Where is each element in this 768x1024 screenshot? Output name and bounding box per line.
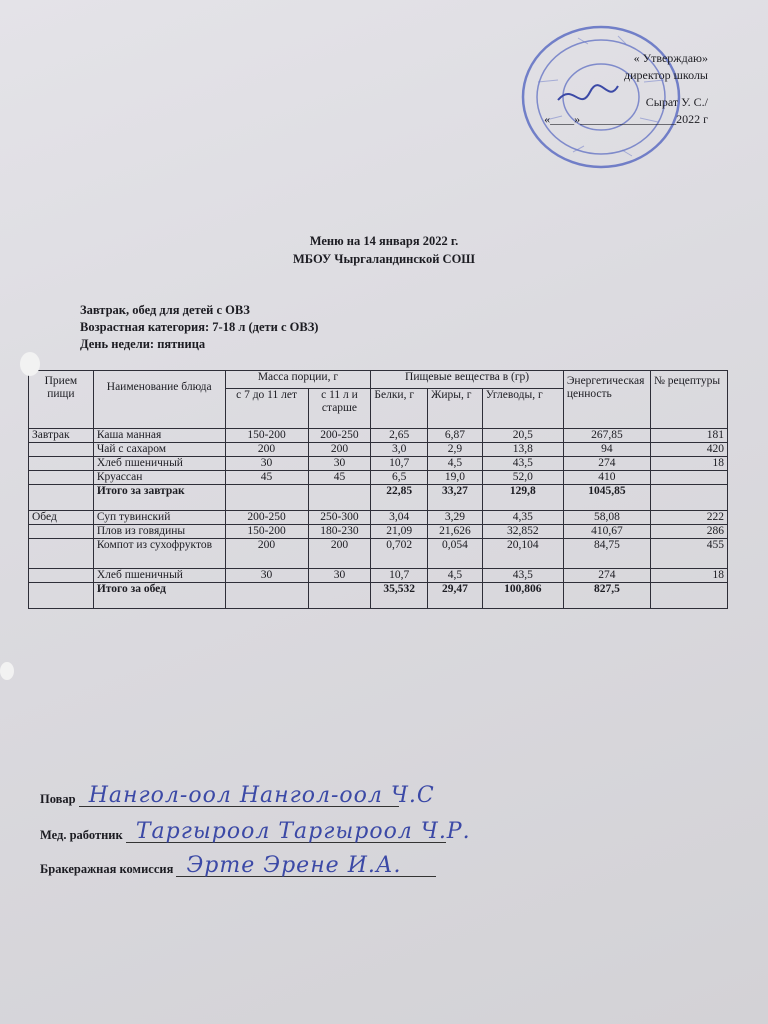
table-row	[29, 429, 728, 443]
row-meal	[29, 539, 94, 569]
row-recipe	[650, 471, 727, 485]
row-dish: Круассан	[93, 471, 225, 485]
row-carbs: 129,8	[482, 485, 563, 511]
row-energy: 94	[563, 443, 650, 457]
row-meal	[29, 569, 94, 583]
medic-signature-line	[126, 819, 471, 844]
menu-title	[0, 232, 768, 268]
row-meal	[29, 443, 94, 457]
commission-signature: Эрте Эрене И.А.	[186, 853, 402, 878]
row-mass-a: 200	[225, 443, 308, 457]
signature-medic	[40, 819, 471, 844]
header-mass-b: с 11 л и старше	[308, 389, 371, 429]
row-protein: 35,532	[371, 583, 428, 609]
header-mass: Масса порции, г	[225, 371, 371, 389]
table-total-row	[29, 485, 728, 511]
header-dish: Наименование блюда	[93, 371, 225, 429]
commission-label: Бракеражная комиссия	[40, 862, 174, 876]
row-mass-a	[225, 485, 308, 511]
row-energy: 410	[563, 471, 650, 485]
row-fat: 4,5	[428, 457, 483, 471]
punch-hole-top	[20, 352, 40, 376]
menu-table	[28, 370, 728, 609]
row-protein: 3,0	[371, 443, 428, 457]
row-dish: Компот из сухофруктов	[93, 539, 225, 569]
row-meal	[29, 525, 94, 539]
row-fat: 6,87	[428, 429, 483, 443]
signature-cook	[40, 783, 435, 808]
row-meal: Обед	[29, 511, 94, 525]
row-carbs: 43,5	[482, 569, 563, 583]
row-dish: Хлеб пшеничный	[93, 569, 225, 583]
cook-signature: Нангол-оол Нангол-оол Ч.С	[88, 783, 435, 808]
row-mass-b: 200-250	[308, 429, 371, 443]
weekday: День недели: пятница	[80, 337, 206, 351]
row-carbs: 4,35	[482, 511, 563, 525]
row-mass-a	[225, 583, 308, 609]
header-meal: Прием пищи	[29, 371, 94, 429]
row-mass-a: 45	[225, 471, 308, 485]
row-protein: 22,85	[371, 485, 428, 511]
signature-commission	[40, 853, 436, 878]
meal-type: Завтрак, обед для детей с ОВЗ	[80, 303, 250, 317]
row-energy: 274	[563, 457, 650, 471]
row-mass-a: 150-200	[225, 525, 308, 539]
row-protein: 2,65	[371, 429, 428, 443]
header-energy: Энергетическая ценность	[563, 371, 650, 429]
row-protein: 21,09	[371, 525, 428, 539]
row-fat: 3,29	[428, 511, 483, 525]
row-recipe: 222	[650, 511, 727, 525]
approval-line-3: Сырат У. С./	[645, 95, 708, 109]
row-meal: Завтрак	[29, 429, 94, 443]
header-mass-a: с 7 до 11 лет	[225, 389, 308, 429]
menu-date: Меню на 14 января 2022 г.	[309, 234, 459, 248]
row-dish: Хлеб пшеничный	[93, 457, 225, 471]
row-dish: Итого за завтрак	[93, 485, 225, 511]
row-protein: 6,5	[371, 471, 428, 485]
row-dish: Каша манная	[93, 429, 225, 443]
row-meal	[29, 485, 94, 511]
row-carbs: 32,852	[482, 525, 563, 539]
row-energy: 84,75	[563, 539, 650, 569]
approval-line-2: директор школы	[624, 68, 708, 82]
row-mass-a: 30	[225, 569, 308, 583]
row-energy: 267,85	[563, 429, 650, 443]
row-recipe: 181	[650, 429, 727, 443]
header-fat: Жиры, г	[428, 389, 483, 429]
row-meal	[29, 471, 94, 485]
menu-meta	[80, 302, 318, 353]
row-fat: 0,054	[428, 539, 483, 569]
row-mass-a: 150-200	[225, 429, 308, 443]
row-mass-b: 250-300	[308, 511, 371, 525]
table-total-row	[29, 583, 728, 609]
row-meal	[29, 583, 94, 609]
approval-block	[508, 50, 708, 128]
row-recipe: 455	[650, 539, 727, 569]
row-fat: 21,626	[428, 525, 483, 539]
row-energy: 58,08	[563, 511, 650, 525]
row-mass-b: 180-230	[308, 525, 371, 539]
medic-label: Мед. работник	[40, 828, 123, 842]
row-carbs: 43,5	[482, 457, 563, 471]
school-name: МБОУ Чыргаландинской СОШ	[292, 252, 476, 266]
row-mass-b: 30	[308, 569, 371, 583]
row-protein: 10,7	[371, 569, 428, 583]
row-carbs: 100,806	[482, 583, 563, 609]
row-mass-b: 45	[308, 471, 371, 485]
row-fat: 19,0	[428, 471, 483, 485]
header-carbs: Углеводы, г	[482, 389, 563, 429]
table-row	[29, 525, 728, 539]
approval-line-4: «____»________________2022 г	[544, 112, 708, 126]
punch-hole-bottom	[0, 662, 14, 680]
row-mass-a: 200-250	[225, 511, 308, 525]
table-row	[29, 457, 728, 471]
row-fat: 2,9	[428, 443, 483, 457]
header-protein: Белки, г	[371, 389, 428, 429]
header-nutrients: Пищевые вещества в (гр)	[371, 371, 563, 389]
row-energy: 274	[563, 569, 650, 583]
row-fat: 29,47	[428, 583, 483, 609]
medic-signature: Таргыроол Таргыроол Ч.Р.	[135, 819, 471, 844]
row-mass-b: 200	[308, 443, 371, 457]
row-carbs: 20,5	[482, 429, 563, 443]
row-dish: Суп тувинский	[93, 511, 225, 525]
row-energy: 1045,85	[563, 485, 650, 511]
header-recipe: № рецептуры	[650, 371, 727, 429]
row-recipe: 18	[650, 457, 727, 471]
row-carbs: 13,8	[482, 443, 563, 457]
commission-signature-line	[176, 853, 436, 878]
row-mass-a: 30	[225, 457, 308, 471]
table-row	[29, 471, 728, 485]
table-row	[29, 443, 728, 457]
age-category: Возрастная категория: 7-18 л (дети с ОВЗ)	[80, 320, 319, 334]
row-fat: 33,27	[428, 485, 483, 511]
row-dish: Чай с сахаром	[93, 443, 225, 457]
row-recipe: 420	[650, 443, 727, 457]
row-meal	[29, 457, 94, 471]
row-recipe: 286	[650, 525, 727, 539]
row-energy: 827,5	[563, 583, 650, 609]
table-row	[29, 569, 728, 583]
row-carbs: 52,0	[482, 471, 563, 485]
cook-signature-line	[79, 783, 435, 808]
row-dish: Итого за обед	[93, 583, 225, 609]
menu-table-body	[29, 429, 728, 609]
approval-line-1: « Утверждаю»	[633, 51, 708, 65]
row-mass-b: 200	[308, 539, 371, 569]
row-recipe	[650, 485, 727, 511]
row-mass-b: 30	[308, 457, 371, 471]
row-protein: 3,04	[371, 511, 428, 525]
row-energy: 410,67	[563, 525, 650, 539]
row-fat: 4,5	[428, 569, 483, 583]
row-mass-b	[308, 485, 371, 511]
row-mass-a: 200	[225, 539, 308, 569]
row-protein: 0,702	[371, 539, 428, 569]
row-mass-b	[308, 583, 371, 609]
table-row	[29, 539, 728, 569]
row-dish: Плов из говядины	[93, 525, 225, 539]
row-recipe: 18	[650, 569, 727, 583]
row-protein: 10,7	[371, 457, 428, 471]
cook-label: Повар	[40, 792, 76, 806]
table-row	[29, 511, 728, 525]
row-carbs: 20,104	[482, 539, 563, 569]
row-recipe	[650, 583, 727, 609]
